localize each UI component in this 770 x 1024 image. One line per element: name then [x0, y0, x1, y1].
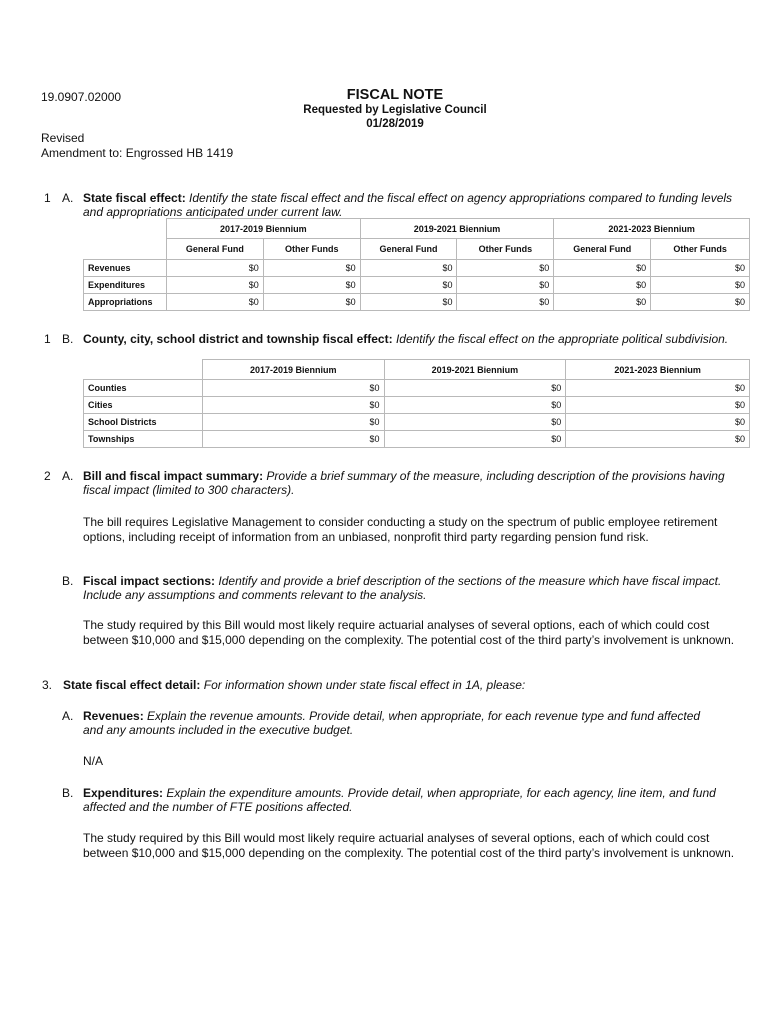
cell-value: $0 — [166, 260, 263, 277]
section-1a-heading: State fiscal effect: — [83, 191, 186, 205]
section-2b-body: The study required by this Bill would most likely require actuarial analyses of several options, each of which could cost between $10,000 and $15,000 depending on the complexity. The potential cost of the third party’s involvement is unknown. — [83, 618, 735, 647]
amendment-label: Amendment to: Engrossed HB 1419 — [41, 146, 234, 160]
table-row — [84, 380, 750, 397]
row-label: Townships — [84, 431, 203, 448]
revised-label: Revised — [41, 131, 85, 145]
section-3-heading: State fiscal effect detail: — [63, 678, 201, 692]
cell-value: $0 — [360, 294, 457, 311]
section-3b-body: The study required by this Bill would most likely require actuarial analyses of several options, each of which could cost between $10,000 and $15,000 depending on the complexity. The potential cost of the third party’s involvement is unknown. — [83, 831, 735, 860]
section-3a-body: N/A — [83, 754, 104, 768]
cell-value: $0 — [384, 380, 566, 397]
cell-value: $0 — [457, 260, 554, 277]
section-1b-text — [83, 332, 743, 346]
biennium-header: 2019-2021 Biennium — [384, 360, 566, 380]
table-row — [84, 414, 750, 431]
section-2a-letter: A. — [62, 469, 74, 483]
section-3b-instruction: Explain the expenditure amounts. Provide detail, when appropriate, for each agency, line item, and fund affected and the number of FTE positions affected. — [83, 786, 716, 814]
section-1b-heading: County, city, school district and township fiscal effect: — [83, 332, 393, 346]
local-fiscal-table — [83, 359, 750, 448]
cell-value: $0 — [554, 277, 651, 294]
fund-header: Other Funds — [263, 239, 360, 260]
cell-value: $0 — [566, 414, 750, 431]
fund-header: General Fund — [554, 239, 651, 260]
section-3-text — [63, 678, 743, 692]
section-3a-letter: A. — [62, 709, 74, 723]
fund-header: General Fund — [360, 239, 457, 260]
section-3b-heading: Expenditures: — [83, 786, 164, 800]
cell-value: $0 — [166, 277, 263, 294]
section-1b-letter: B. — [62, 332, 74, 346]
cell-value: $0 — [651, 294, 750, 311]
row-label: Counties — [84, 380, 203, 397]
cell-value: $0 — [263, 277, 360, 294]
section-2b-instruction: Identify and provide a brief description of the sections of the measure which have fiscal impact. Include any assumptions and comments relevant to the analysis. — [83, 574, 722, 602]
section-1b-instruction: Identify the fiscal effect on the appropriate political subdivision. — [395, 332, 729, 346]
cell-value: $0 — [566, 397, 750, 414]
section-3a-heading: Revenues: — [83, 709, 144, 723]
fund-header: Other Funds — [651, 239, 750, 260]
cell-value: $0 — [457, 294, 554, 311]
cell-value: $0 — [263, 260, 360, 277]
state-fiscal-table — [83, 218, 750, 311]
section-2a-body: The bill requires Legislative Management to consider conducting a study on the spectrum of public employee retirement options, including receipt of information from an unbiased, nonprofit third party regarding pension fund risk. — [83, 515, 718, 544]
cell-value: $0 — [166, 294, 263, 311]
table-row — [84, 397, 750, 414]
row-label: Expenditures — [84, 277, 167, 294]
cell-value: $0 — [457, 277, 554, 294]
table-row — [84, 277, 750, 294]
row-label: School Districts — [84, 414, 203, 431]
section-3a-text — [83, 709, 723, 737]
section-2b-text — [83, 574, 748, 602]
table-corner — [84, 239, 167, 260]
section-1b-number: 1 — [44, 332, 51, 346]
cell-value: $0 — [263, 294, 360, 311]
requested-by: Requested by Legislative Council — [303, 104, 487, 116]
section-2b-heading: Fiscal impact sections: — [83, 574, 216, 588]
cell-value: $0 — [202, 431, 384, 448]
section-3-instruction: For information shown under state fiscal effect in 1A, please: — [203, 678, 526, 692]
section-2a-number: 2 — [44, 469, 51, 483]
bill-number: 19.0907.02000 — [41, 90, 122, 104]
section-1a-text — [83, 191, 753, 219]
section-3-number: 3. — [42, 678, 53, 692]
biennium-header: 2019-2021 Biennium — [360, 219, 554, 239]
fund-header: General Fund — [166, 239, 263, 260]
page-title: FISCAL NOTE — [346, 87, 444, 103]
table-row — [84, 294, 750, 311]
cell-value: $0 — [554, 260, 651, 277]
section-3b-text — [83, 786, 748, 814]
cell-value: $0 — [202, 380, 384, 397]
table-row — [84, 431, 750, 448]
fund-header: Other Funds — [457, 239, 554, 260]
section-1a-letter: A. — [62, 191, 74, 205]
cell-value: $0 — [651, 277, 750, 294]
biennium-header: 2017-2019 Biennium — [166, 219, 360, 239]
cell-value: $0 — [651, 260, 750, 277]
row-label: Cities — [84, 397, 203, 414]
section-1a-number: 1 — [44, 191, 51, 205]
biennium-header: 2021-2023 Biennium — [554, 219, 750, 239]
biennium-header: 2017-2019 Biennium — [202, 360, 384, 380]
table-corner — [84, 360, 203, 380]
cell-value: $0 — [384, 414, 566, 431]
cell-value: $0 — [566, 380, 750, 397]
note-date: 01/28/2019 — [366, 118, 424, 130]
section-2a-text — [83, 469, 748, 497]
row-label: Revenues — [84, 260, 167, 277]
cell-value: $0 — [360, 277, 457, 294]
cell-value: $0 — [566, 431, 750, 448]
section-1a-instruction: Identify the state fiscal effect and the fiscal effect on agency appropriations compared to funding levels and appropriations anticipated under current law. — [83, 191, 733, 219]
section-2a-instruction: Provide a brief summary of the measure, including description of the provisions having fiscal impact (limited to 300 characters). — [83, 469, 725, 497]
table-row — [84, 260, 750, 277]
cell-value: $0 — [202, 414, 384, 431]
table-corner — [84, 219, 167, 239]
cell-value: $0 — [554, 294, 651, 311]
cell-value: $0 — [384, 431, 566, 448]
row-label: Appropriations — [84, 294, 167, 311]
section-2a-heading: Bill and fiscal impact summary: — [83, 469, 264, 483]
section-2b-letter: B. — [62, 574, 74, 588]
cell-value: $0 — [360, 260, 457, 277]
section-3a-instruction: Explain the revenue amounts. Provide detail, when appropriate, for each revenue type and fund affected and any amounts included in the executive budget. — [83, 709, 701, 737]
section-3b-letter: B. — [62, 786, 74, 800]
cell-value: $0 — [202, 397, 384, 414]
biennium-header: 2021-2023 Biennium — [566, 360, 750, 380]
cell-value: $0 — [384, 397, 566, 414]
